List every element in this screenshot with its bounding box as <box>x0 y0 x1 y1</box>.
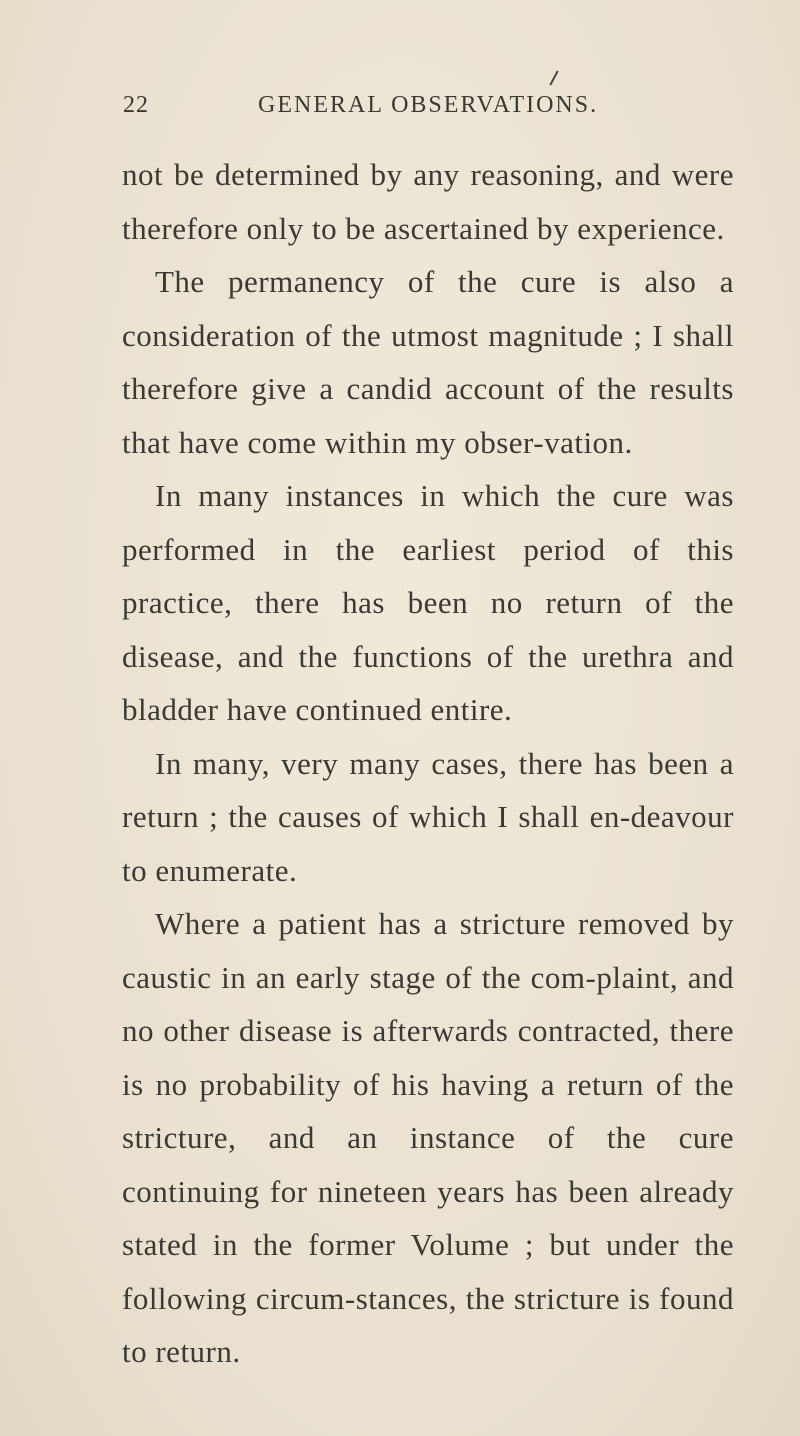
page-header <box>0 92 800 132</box>
paragraph-return: In many, very many cases, there has been a return ; the causes of which I shall en-deavour to enumerate. <box>122 745 734 888</box>
paragraph-continuation: not be determined by any reasoning, and were therefore only to be ascertained by experience. <box>122 157 734 246</box>
ink-mark <box>549 70 558 85</box>
paragraph-permanency: The permanency of the cure is also a consideration of the utmost magnitude ; I shall therefore give a candid account of the results that have come within my obser-vation. <box>122 264 734 460</box>
page-number: 22 <box>123 92 149 118</box>
paragraph-caustic: Where a patient has a stricture removed by caustic in an early stage of the com-plaint, and no other disease is afterwards contracted, there is no probability of his having a return of the stricture, and an instance of the cure continuing for nineteen years has been already stated in the former Volume ; but under the following circum-stances, the stricture is found to return. <box>122 906 734 1369</box>
running-head: GENERAL OBSERVATIONS. <box>258 92 599 118</box>
paragraph-no-return: In many instances in which the cure was performed in the earliest period of this practice, there has been no return of the disease, and the functions of the urethra and bladder have continued entire. <box>122 478 734 727</box>
body-text <box>122 148 734 1379</box>
